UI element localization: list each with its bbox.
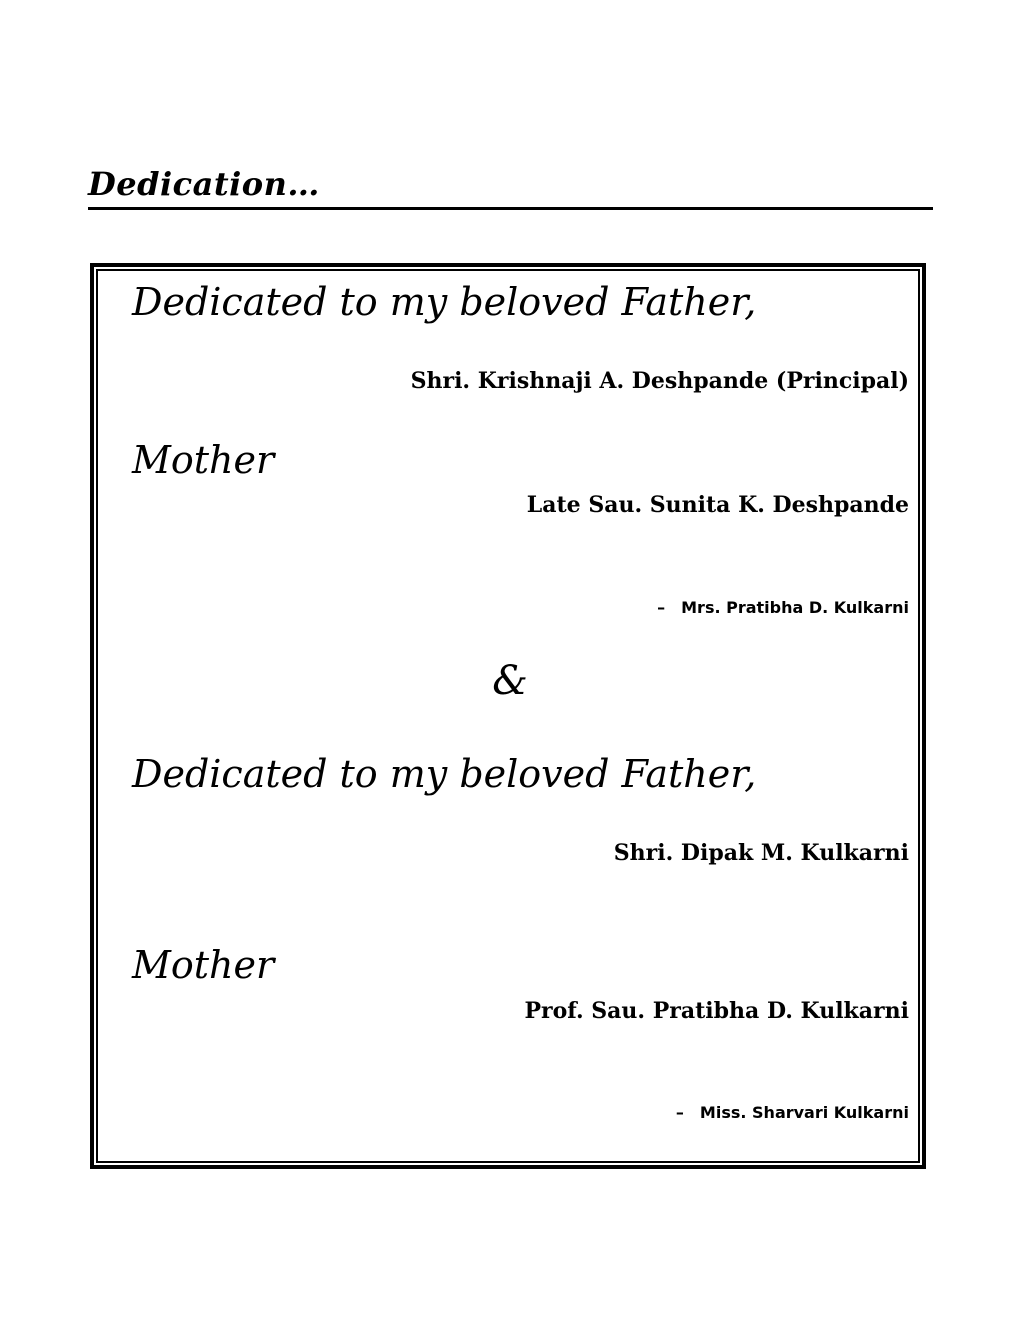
signature-dash: – xyxy=(675,1103,684,1122)
mother-label: Mother xyxy=(132,438,275,482)
mother-name: Late Sau. Sunita K. Deshpande xyxy=(526,492,909,518)
page-title: Dedication… xyxy=(88,165,320,203)
mother-name: Prof. Sau. Pratibha D. Kulkarni xyxy=(524,998,909,1024)
father-dedication-line: Dedicated to my beloved Father, xyxy=(132,752,757,796)
section-separator: & xyxy=(492,658,528,704)
signature-line xyxy=(657,597,909,619)
heading-underline xyxy=(88,207,933,210)
signature-dash: – xyxy=(657,598,666,617)
father-name: Shri. Krishnaji A. Deshpande (Principal) xyxy=(410,368,909,394)
signature-name: Mrs. Pratibha D. Kulkarni xyxy=(681,598,909,617)
signature-line xyxy=(676,1102,909,1124)
dedication-frame-inner xyxy=(96,269,920,1163)
signature-name: Miss. Sharvari Kulkarni xyxy=(699,1103,909,1122)
father-name: Shri. Dipak M. Kulkarni xyxy=(613,840,909,866)
father-dedication-line: Dedicated to my beloved Father, xyxy=(132,280,757,324)
mother-label: Mother xyxy=(132,943,275,987)
